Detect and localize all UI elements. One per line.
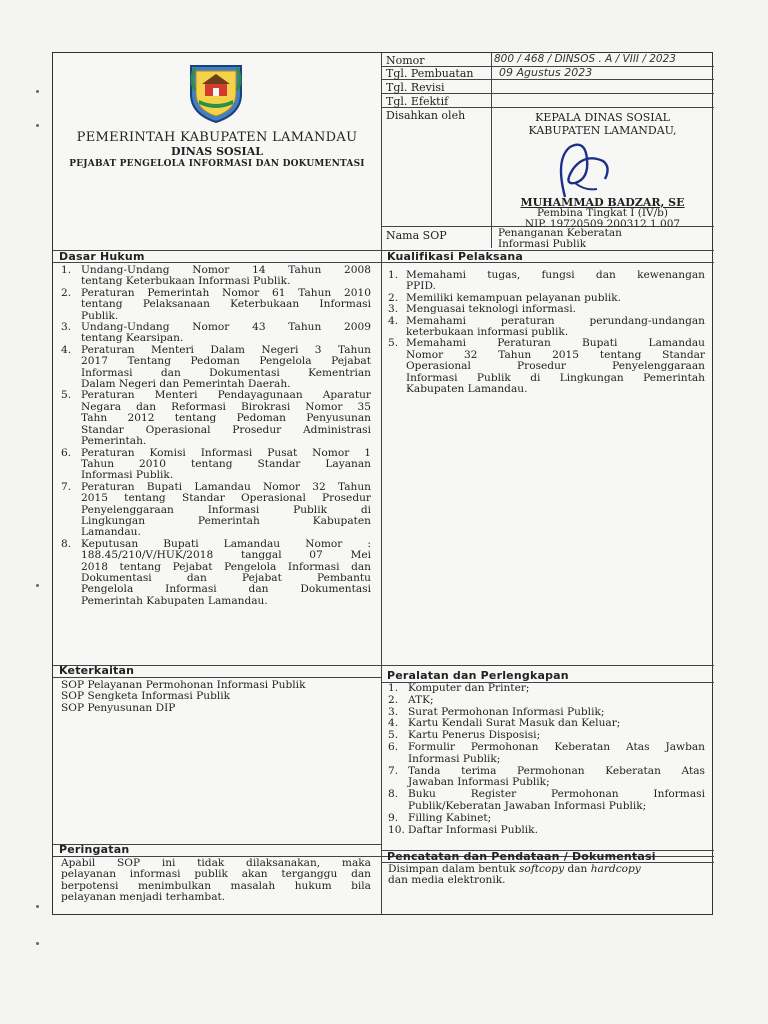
list-item-line: Lamandau. xyxy=(81,526,141,539)
list-item-line: Kartu Kendali Surat Masuk dan Keluar; xyxy=(408,717,621,730)
list-item xyxy=(388,683,705,695)
list-item xyxy=(388,304,705,315)
scan-speck xyxy=(36,584,39,587)
signer-title-2: KABUPATEN LAMANDAU, xyxy=(528,124,677,137)
list-item-line: 2015 tentang Standar Operasional Prosedur xyxy=(81,492,371,505)
list-item-line: Undang-Undang Nomor 14 Tahun 2008 xyxy=(81,264,371,276)
peringatan-title: Peringatan xyxy=(59,843,130,856)
kualifikasi-title: Kualifikasi Pelaksana xyxy=(387,250,524,263)
list-item-number: 8. xyxy=(388,788,399,801)
list-item-number: 8. xyxy=(61,537,72,550)
list-item xyxy=(388,813,705,825)
keterkaitan-title: Keterkaitan xyxy=(59,664,135,677)
list-item-line: Memahami tugas, fungsi dan kewenangan xyxy=(406,269,705,281)
list-item-line: Informasi Publik. xyxy=(81,469,174,482)
list-item-line: Informasi Publik; xyxy=(408,752,501,765)
list-item-line: ATK; xyxy=(408,693,434,706)
list-item-number: 1. xyxy=(388,682,399,694)
nama-sop-value: Penanganan Keberatan Informasi Publik xyxy=(498,227,622,250)
list-item xyxy=(61,288,371,322)
list-item-line: Standar Operasional Prosedur Administrasi xyxy=(81,423,371,436)
list-item xyxy=(61,265,371,288)
tgl-revisi-label: Tgl. Revisi xyxy=(386,81,445,94)
list-item-line: Peraturan Menteri Dalam Negeri 3 Tahun xyxy=(81,343,371,356)
peringatan-line: pelayanan informasi publik akan terganggu dan xyxy=(61,868,371,881)
list-item-line: Surat Permohonan Informasi Publik; xyxy=(408,705,605,718)
signer-rank: Pembina Tingkat I (IV/b) xyxy=(537,207,668,219)
list-item-line: Tahn 2012 tentang Pedoman Penyusunan xyxy=(81,412,371,425)
list-item xyxy=(388,695,705,707)
list-item-line: Pengelola Informasi dan Dokumentasi xyxy=(81,583,371,596)
list-item-line: Peraturan Komisi Informasi Pusat Nomor 1 xyxy=(81,446,371,459)
list-item-line: PPID. xyxy=(406,280,436,293)
pencatatan-text: Disimpan dalam bentuk softcopy dan hardcopy dan media elektronik. xyxy=(388,863,641,887)
list-item-number: 7. xyxy=(61,480,72,493)
list-item-line: Memahami Peraturan Bupati Lamandau xyxy=(406,337,705,350)
keterkaitan-item: SOP Penyusunan DIP xyxy=(61,701,176,714)
scan-speck xyxy=(36,905,39,908)
list-item-line: Penyelenggaraan Informasi Publik di xyxy=(81,503,371,516)
signer-name: MUHAMMAD BADZAR, SE xyxy=(520,196,685,209)
scan-speck xyxy=(36,124,39,127)
list-item-line: Pemerintah. xyxy=(81,435,147,448)
list-item-number: 1. xyxy=(61,264,72,276)
keterkaitan-item: SOP Sengketa Informasi Publik xyxy=(61,690,231,703)
list-item-line: Peraturan Pemerintah Nomor 61 Tahun 2010 xyxy=(81,286,371,299)
list-item-line: Publik. xyxy=(81,309,119,322)
peralatan-list xyxy=(388,683,705,836)
org-department: DINAS SOSIAL xyxy=(171,145,263,158)
peringatan-text xyxy=(61,858,371,904)
list-item-line: Publik/Keberatan Jawaban Informasi Publik; xyxy=(408,799,647,812)
list-item-number: 3. xyxy=(61,321,72,334)
list-item-number: 10. xyxy=(388,823,405,836)
peralatan-title: Peralatan dan Perlengkapan xyxy=(387,669,569,682)
list-item-line: Menguasai teknologi informasi. xyxy=(406,303,576,316)
signer-nip: NIP. 19720509 200312 1 007 xyxy=(524,218,681,230)
list-item-line: Informasi dan Dokumentasi Kementrian xyxy=(81,366,371,379)
kualifikasi-list xyxy=(388,270,705,395)
list-item-line: Lingkungan Pemerintah Kabupaten xyxy=(81,514,371,527)
list-item-line: Undang-Undang Nomor 43 Tahun 2009 xyxy=(81,321,371,334)
list-item-number: 6. xyxy=(61,446,72,459)
list-item-line: Buku Register Permohonan Informasi xyxy=(408,788,705,801)
list-item-number: 4. xyxy=(388,717,399,730)
list-item-number: 2. xyxy=(388,693,399,706)
keterkaitan-list xyxy=(61,680,379,714)
peringatan-line: berpotensi menimbulkan masalah hukum bila xyxy=(61,879,371,892)
signer-identity xyxy=(491,197,714,230)
list-item-line: Peraturan Menteri Pendayagunaan Aparatur xyxy=(81,389,371,402)
list-item xyxy=(61,390,371,447)
list-item-line: Kartu Penerus Disposisi; xyxy=(408,729,541,742)
list-item-number: 4. xyxy=(61,343,72,356)
list-item-line: 2017 Tentang Pedoman Pengelola Pejabat xyxy=(81,355,371,368)
list-item-line: Tanda terima Permohonan Keberatan Atas xyxy=(408,764,705,777)
list-item-line: keterbukaan informasi publik. xyxy=(406,326,569,339)
list-item-line: Jawaban Informasi Publik; xyxy=(408,776,550,789)
list-item xyxy=(61,345,371,391)
nomor-value: 800 / 468 / DINSOS . A / VIII / 2023 xyxy=(494,53,676,65)
list-item-number: 6. xyxy=(388,740,399,753)
list-item xyxy=(388,825,705,837)
list-item-line: tentang Keterbukaan Informasi Publik. xyxy=(81,275,291,288)
pencatatan-title: Pencatatan dan Pendataan / Dokumentasi xyxy=(387,850,656,863)
tgl-pembuatan-label: Tgl. Pembuatan xyxy=(386,67,474,80)
list-item-number: 3. xyxy=(388,705,399,718)
nomor-label: Nomor xyxy=(386,54,425,67)
list-item-number: 9. xyxy=(388,811,399,824)
list-item-number: 5. xyxy=(388,729,399,742)
list-item-line: Pemerintah Kabupaten Lamandau. xyxy=(81,594,268,607)
keterkaitan-item: SOP Pelayanan Permohonan Informasi Publik xyxy=(61,679,306,691)
list-item-line: tentang Kearsipan. xyxy=(81,332,184,345)
list-item-line: Kabupaten Lamandau. xyxy=(406,383,528,396)
signature-stamp xyxy=(545,139,615,201)
dasar-hukum-title: Dasar Hukum xyxy=(59,250,145,263)
signer-title-1: KEPALA DINAS SOSIAL xyxy=(535,111,670,124)
list-item-line: Memiliki kemampuan pelayanan publik. xyxy=(406,291,622,304)
list-item-line: 188.45/210/V/HUK/2018 tanggal 07 Mei xyxy=(81,549,371,562)
list-item-line: Memahami peraturan perundang-undangan xyxy=(406,314,705,327)
list-item-number: 2. xyxy=(388,291,399,304)
list-item xyxy=(388,742,705,766)
list-item-line: Negara dan Reformasi Birokrasi Nomor 35 xyxy=(81,400,371,413)
list-item xyxy=(61,539,371,607)
peringatan-line: Apabil SOP ini tidak dilaksanakan, maka xyxy=(61,857,371,869)
lamandau-regency-emblem-icon xyxy=(187,60,245,124)
list-item xyxy=(388,766,705,790)
org-unit: PEJABAT PENGELOLA INFORMASI DAN DOKUMENTASI xyxy=(69,159,365,169)
list-item xyxy=(388,338,705,395)
tgl-efektif-label: Tgl. Efektif xyxy=(386,95,449,108)
signer-block xyxy=(491,111,714,137)
list-item-line: 2018 tentang Pejabat Pengelola Informasi dan xyxy=(81,560,371,573)
list-item xyxy=(61,448,371,482)
tgl-pembuatan-value: 09 Agustus 2023 xyxy=(499,66,593,79)
sop-meta-block xyxy=(381,53,714,250)
dasar-hukum-list xyxy=(61,265,371,607)
list-item xyxy=(61,322,371,345)
list-item-line: Keputusan Bupati Lamandau Nomor : xyxy=(81,537,371,550)
list-item-line: Filling Kabinet; xyxy=(408,811,492,824)
list-item-number: 5. xyxy=(61,389,72,402)
list-item-line: Dokumentasi dan Pejabat Pembantu xyxy=(81,571,371,584)
list-item-number: 5. xyxy=(388,337,399,350)
list-item-line: Informasi Publik di Lingkungan Pemerintah xyxy=(406,371,705,384)
list-item-line: Komputer dan Printer; xyxy=(408,682,530,694)
list-item-line: Dalam Negeri dan Pemerintah Daerah. xyxy=(81,378,291,391)
list-item-line: Peraturan Bupati Lamandau Nomor 32 Tahun xyxy=(81,480,371,493)
list-item xyxy=(388,270,705,293)
list-item-line: tentang Pelaksanaan Keterbukaan Informasi xyxy=(81,298,371,311)
nama-sop-label: Nama SOP xyxy=(386,229,447,242)
sop-document xyxy=(52,52,713,915)
list-item-number: 3. xyxy=(388,303,399,316)
list-item-line: Tahun 2010 tentang Standar Layanan xyxy=(81,457,371,470)
list-item-line: Formulir Permohonan Keberatan Atas Jawban xyxy=(408,740,705,753)
org-name: PEMERINTAH KABUPATEN LAMANDAU xyxy=(76,130,358,145)
list-item-number: 4. xyxy=(388,314,399,327)
list-item-line: Nomor 32 Tahun 2015 tentang Standar xyxy=(406,348,705,361)
list-item xyxy=(388,316,705,339)
list-item xyxy=(388,789,705,813)
list-item-line: Operasional Prosedur Penyelenggaraan xyxy=(406,360,705,373)
disahkan-label: Disahkan oleh xyxy=(386,109,466,122)
scan-speck xyxy=(36,90,39,93)
list-item-number: 2. xyxy=(61,286,72,299)
list-item-number: 1. xyxy=(388,269,399,281)
list-item-line: Daftar Informasi Publik. xyxy=(408,823,538,836)
peringatan-line: pelayanan menjadi terhambat. xyxy=(61,891,226,904)
scan-speck xyxy=(36,942,39,945)
list-item-number: 7. xyxy=(388,764,399,777)
list-item xyxy=(61,482,371,539)
